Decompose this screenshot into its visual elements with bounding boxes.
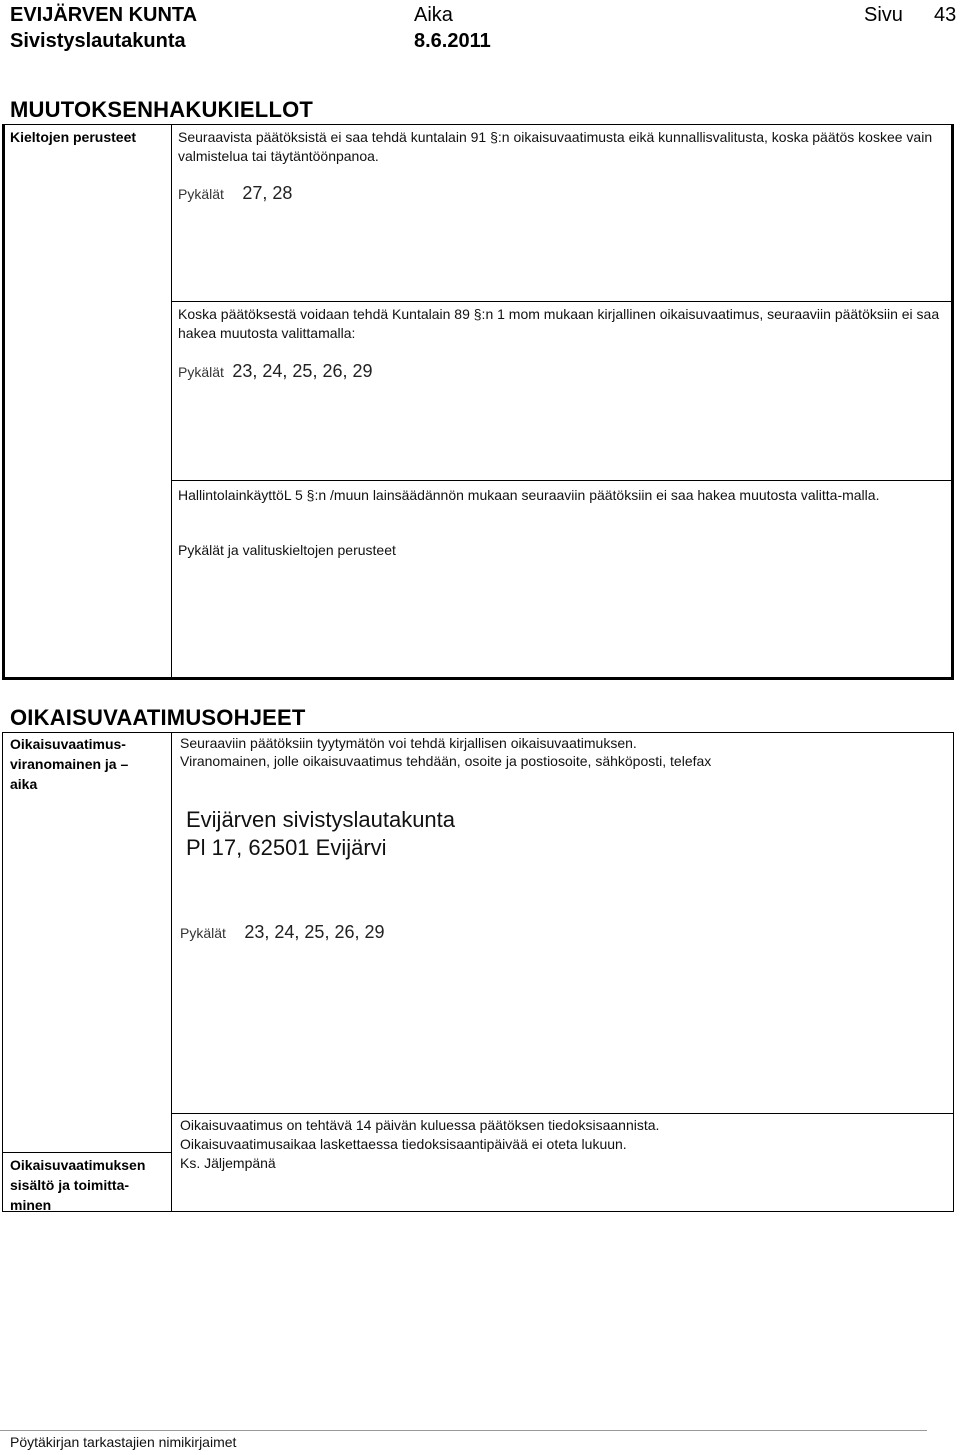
pykalat-row-3 <box>180 922 385 943</box>
pykalat-label: Pykälät <box>178 186 224 202</box>
label-line: sisältö ja toimitta- <box>10 1177 130 1193</box>
label-content-and-delivery <box>10 1155 145 1215</box>
label-line: Oikaisuvaatimuksen <box>10 1157 146 1173</box>
deadline-line: Oikaisuvaatimusaikaa laskettaessa tiedoksisaantipäivää ei oteta lukuun. <box>180 1136 627 1152</box>
pykalat-row-1 <box>178 183 292 204</box>
rectification-intro: Seuraaviin päätöksiin tyytymätön voi tehdä kirjallisen oikaisuvaatimuksen. <box>180 735 637 751</box>
pykalat-row-2 <box>178 361 373 382</box>
authority-description: Viranomainen, jolle oikaisuvaatimus tehdään, osoite ja postiosoite, sähköposti, telefax <box>180 753 712 769</box>
footer-rule <box>0 1430 927 1431</box>
address-line: Pl 17, 62501 Evijärvi <box>186 835 387 860</box>
board-name: Sivistyslautakunta <box>10 30 186 52</box>
address-line: Evijärven sivistyslautakunta <box>186 807 456 832</box>
authority-address <box>186 806 455 862</box>
pykalat-label: Pykälät <box>180 925 226 941</box>
divider <box>171 301 952 302</box>
ban-paragraph-3: HallintolainkäyttöL 5 §:n /muun lainsäädännön mukaan seuraaviin päätöksiin ei saa hakea muutosta valitta-malla. <box>178 487 880 503</box>
ban-paragraph-2: Koska päätöksestä voidaan tehdä Kuntalain 89 §:n 1 mom mukaan kirjallinen oikaisuvaatimus, seuraaviin päätöksiin ei saa hakea muutosta valittamalla: <box>178 306 940 341</box>
municipality-name: EVIJÄRVEN KUNTA <box>10 4 198 26</box>
pykalat-value: 23, 24, 25, 26, 29 <box>232 361 373 381</box>
pykalat-value: 23, 24, 25, 26, 29 <box>244 922 385 942</box>
content-reference: Ks. Jäljempänä <box>180 1155 276 1171</box>
section-title-appeal-bans: MUUTOKSENHAKUKIELLOT <box>10 97 314 122</box>
label-authority-and-time <box>10 734 128 794</box>
pykalat-value: 27, 28 <box>242 183 293 203</box>
label-line: aika <box>10 776 38 792</box>
time-label: Aika <box>414 4 453 26</box>
label-line: Oikaisuvaatimus- <box>10 736 126 752</box>
label-ban-grounds: Kieltojen perusteet <box>10 129 137 145</box>
page-label: Sivu <box>864 4 903 26</box>
label-line: viranomainen ja – <box>10 756 129 772</box>
deadline-text <box>180 1116 659 1173</box>
meeting-date: 8.6.2011 <box>414 30 491 52</box>
deadline-line: Oikaisuvaatimus on tehtävä 14 päivän kuluessa päätöksen tiedoksisaannista. <box>180 1117 660 1133</box>
pykalat-grounds-line: Pykälät ja valituskieltojen perusteet <box>178 542 396 558</box>
label-line: minen <box>10 1197 52 1213</box>
footer-initials-label: Pöytäkirjan tarkastajien nimikirjaimet <box>10 1434 237 1450</box>
pykalat-label: Pykälät <box>178 364 224 380</box>
page-number: 43 <box>934 4 957 26</box>
divider <box>171 480 952 481</box>
section-title-rectification: OIKAISUVAATIMUSOHJEET <box>10 705 306 730</box>
ban-paragraph-1: Seuraavista päätöksistä ei saa tehdä kuntalain 91 §:n oikaisuvaatimusta eikä kunnallisvalitusta, koska päätös koskee vain valmistelua tai täytäntöönpanoa. <box>178 129 933 164</box>
